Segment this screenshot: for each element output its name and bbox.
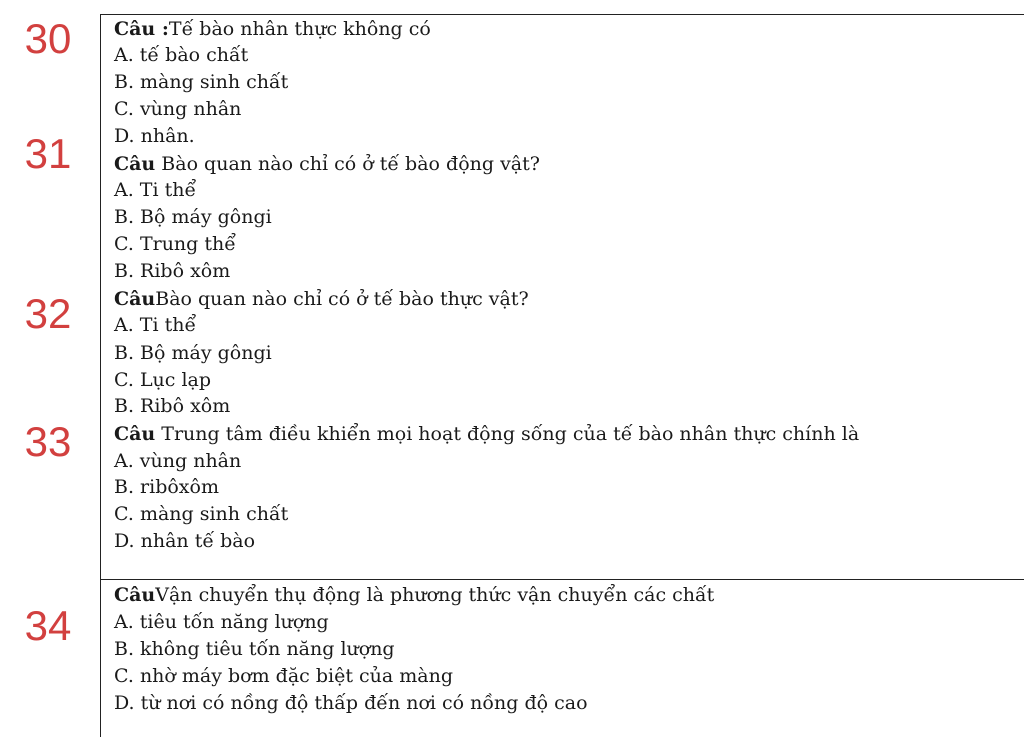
question-34-stem bbox=[114, 582, 714, 608]
option-b: B. ribôxôm bbox=[114, 476, 219, 498]
question-text: Bào quan nào chỉ có ở tế bào thực vật? bbox=[155, 288, 529, 310]
question-label: Câu bbox=[114, 153, 156, 175]
question-text: Vận chuyển thụ động là phương thức vận chuyển các chất bbox=[155, 584, 715, 606]
question-31-stem bbox=[114, 151, 540, 177]
question-number-32: 32 bbox=[24, 290, 72, 337]
question-number-31: 31 bbox=[24, 130, 72, 177]
option-c: C. Trung thể bbox=[114, 233, 236, 255]
question-text: Tế bào nhân thực không có bbox=[168, 18, 431, 40]
option-a: A. tế bào chất bbox=[114, 44, 249, 66]
option-d: B. Ribô xôm bbox=[114, 395, 231, 417]
option-d: D. từ nơi có nồng độ thấp đến nơi có nồng độ cao bbox=[114, 692, 588, 714]
option-a: A. vùng nhân bbox=[114, 450, 242, 472]
question-label: Câu bbox=[114, 584, 156, 606]
option-a: A. Ti thể bbox=[114, 314, 197, 336]
question-number-33: 33 bbox=[24, 418, 72, 465]
option-c: C. Lục lạp bbox=[114, 369, 212, 391]
option-b: B. không tiêu tốn năng lượng bbox=[114, 638, 395, 660]
question-text: Bào quan nào chỉ có ở tế bào động vật? bbox=[155, 153, 540, 175]
question-32-stem bbox=[114, 286, 529, 312]
option-c: C. màng sinh chất bbox=[114, 503, 289, 525]
option-b: B. màng sinh chất bbox=[114, 71, 289, 93]
option-d: D. nhân. bbox=[114, 125, 195, 147]
question-label: Câu : bbox=[114, 18, 169, 40]
option-b: B. Bộ máy gôngi bbox=[114, 206, 272, 228]
question-number-34: 34 bbox=[24, 602, 72, 649]
option-c: C. nhờ máy bơm đặc biệt của màng bbox=[114, 665, 453, 687]
table-top-border bbox=[100, 14, 1024, 15]
option-a: A. tiêu tốn năng lượng bbox=[114, 611, 329, 633]
question-30-stem bbox=[114, 16, 431, 42]
question-label: Câu bbox=[114, 288, 156, 310]
row-divider bbox=[100, 579, 1024, 580]
question-label: Câu bbox=[114, 423, 156, 445]
option-b: B. Bộ máy gôngi bbox=[114, 342, 272, 364]
option-d: D. nhân tế bào bbox=[114, 530, 256, 552]
question-number-30: 30 bbox=[24, 15, 72, 62]
option-c: C. vùng nhân bbox=[114, 98, 242, 120]
table-left-border bbox=[100, 14, 101, 737]
option-d: B. Ribô xôm bbox=[114, 260, 231, 282]
question-33-stem bbox=[114, 421, 859, 447]
question-text: Trung tâm điều khiển mọi hoạt động sống của tế bào nhân thực chính là bbox=[155, 423, 860, 445]
option-a: A. Ti thể bbox=[114, 179, 197, 201]
